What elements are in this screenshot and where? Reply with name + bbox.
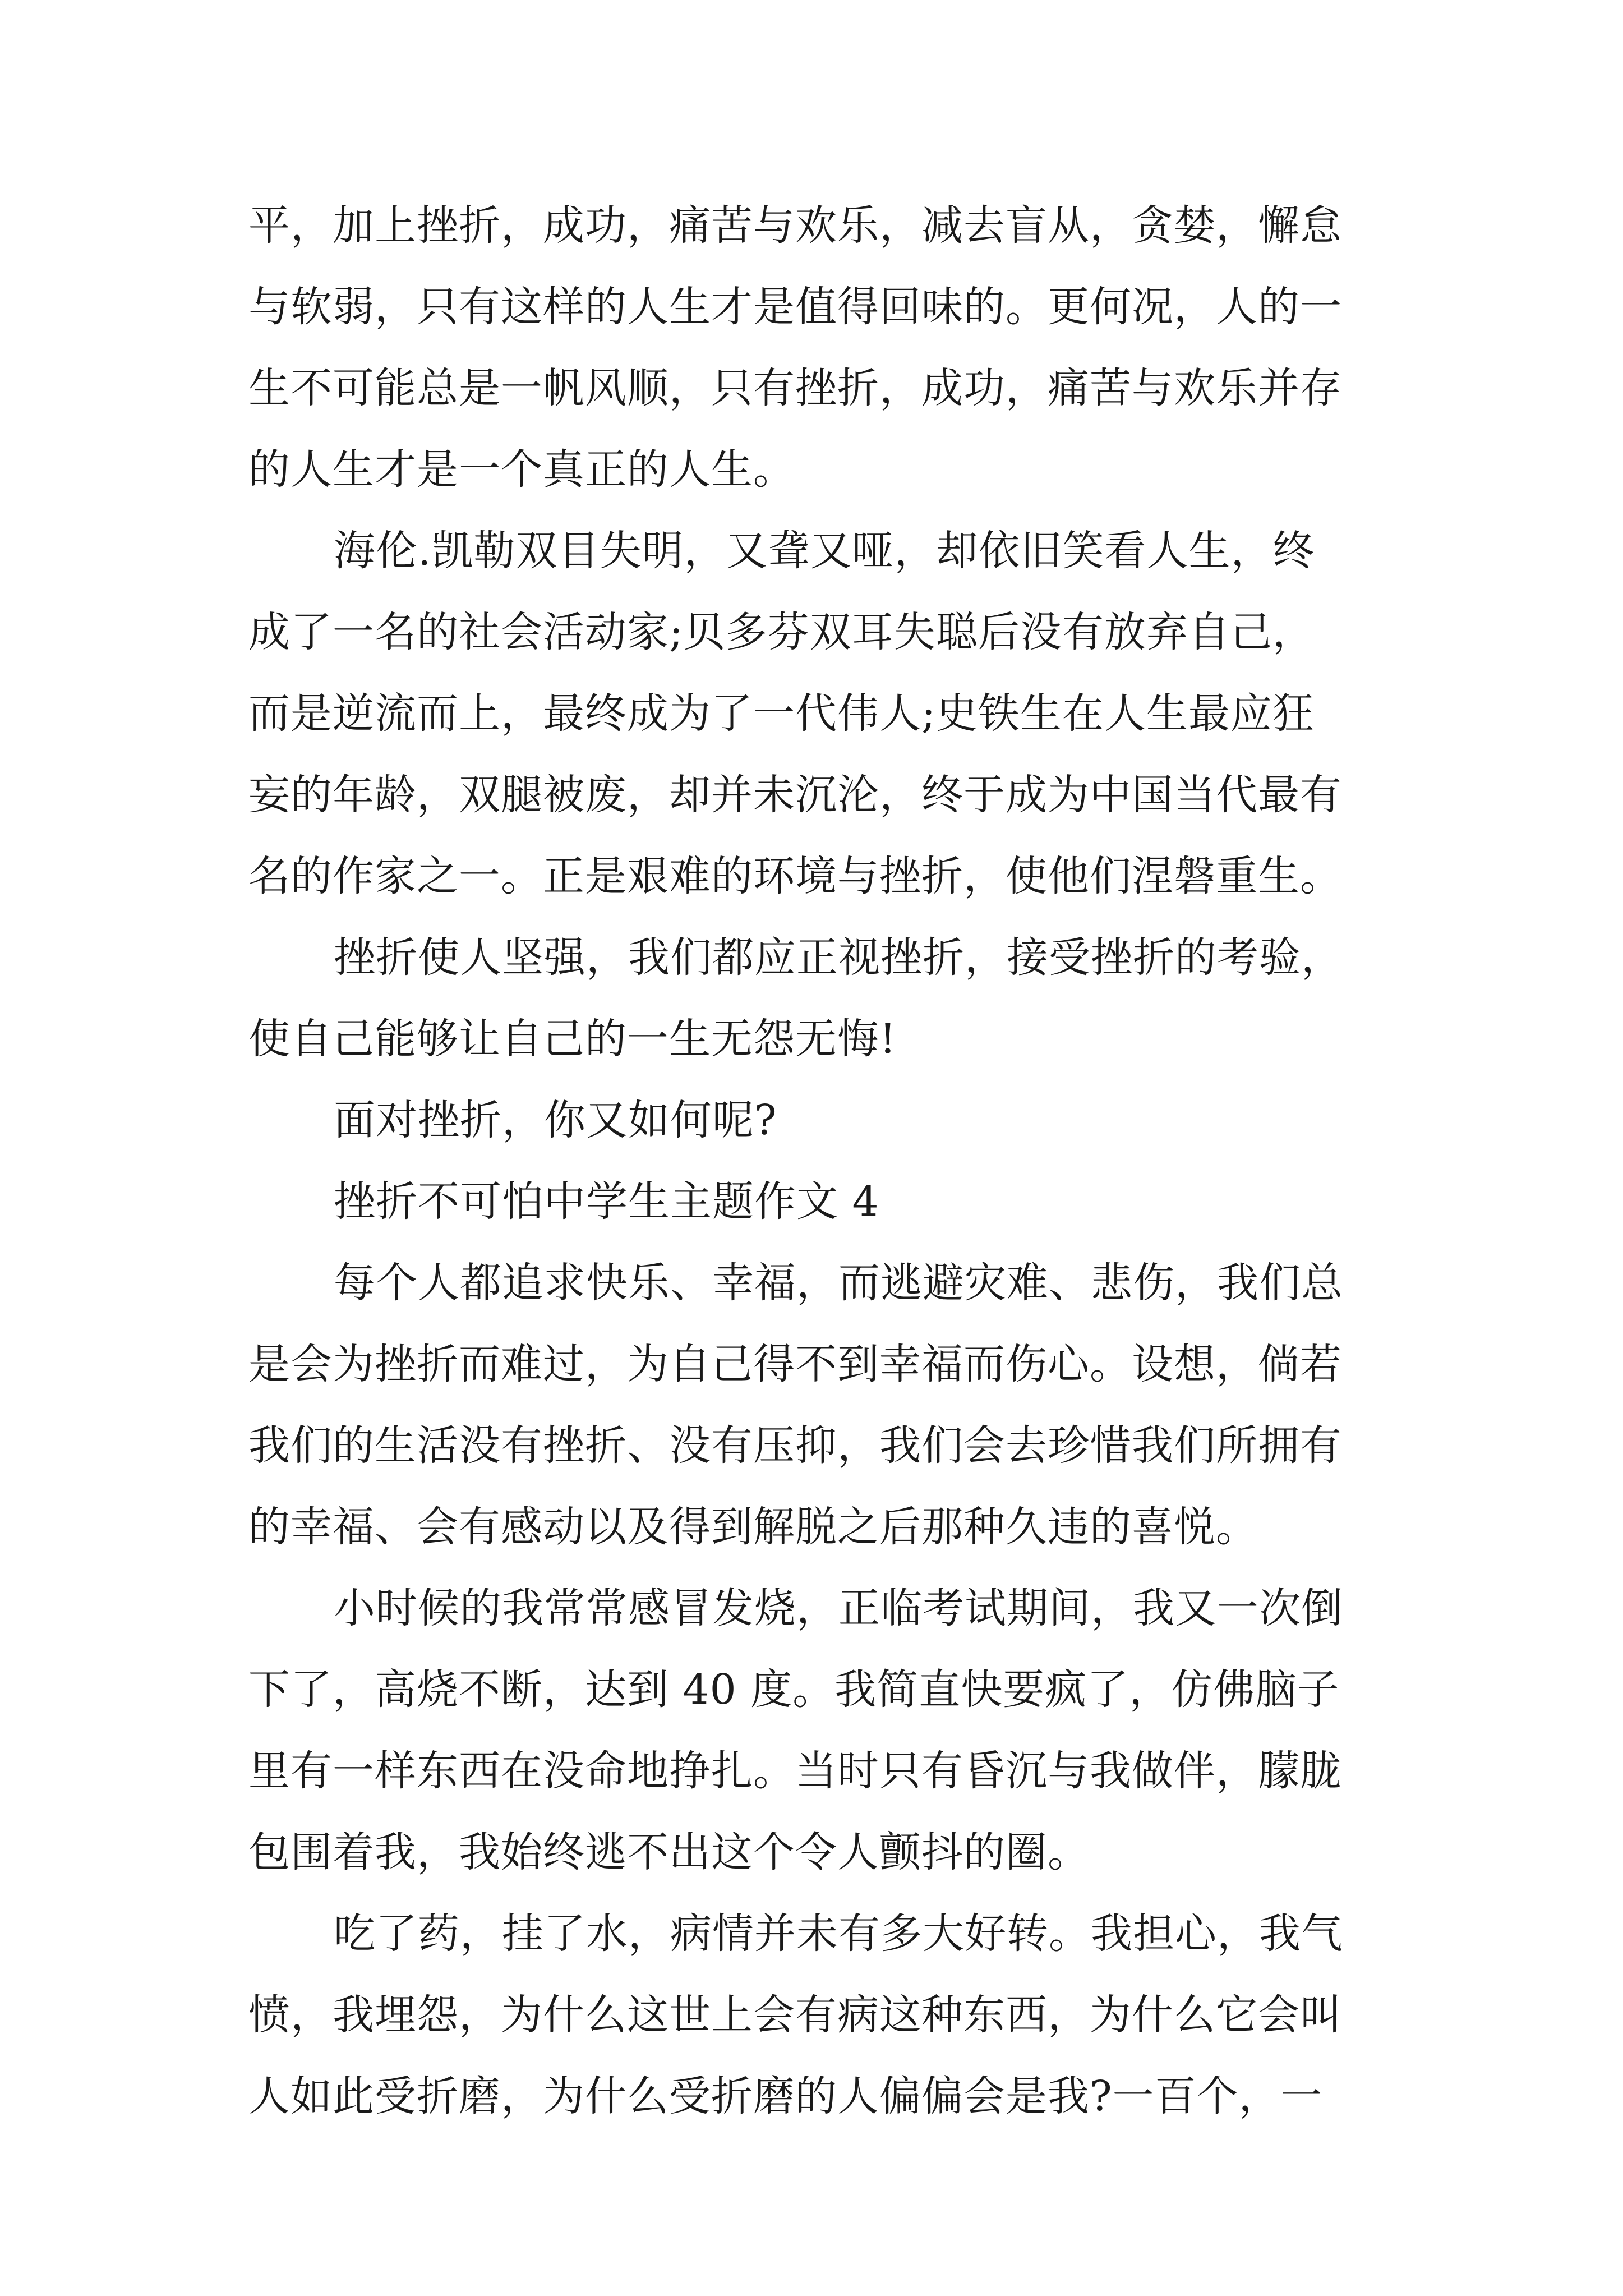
text-line: 名的作家之一。正是艰难的环境与挫折，使他们涅磐重生。 bbox=[248, 852, 1342, 900]
text-line: 面对挫折，你又如何呢? bbox=[334, 1096, 777, 1144]
paragraph-4 bbox=[248, 1080, 1376, 1161]
text-line: 生不可能总是一帆风顺，只有挫折，成功，痛苦与欢乐并存 bbox=[248, 364, 1342, 412]
text-line: 小时候的我常常感冒发烧，正临考试期间，我又一次倒 bbox=[334, 1584, 1343, 1632]
paragraph-1 bbox=[248, 185, 1376, 510]
text-line: 里有一样东西在没命地挣扎。当时只有昏沉与我做伴，朦胧 bbox=[248, 1747, 1342, 1795]
section-heading bbox=[248, 1161, 1376, 1243]
text-line: 挫折使人坚强，我们都应正视挫折，接受挫折的考验， bbox=[334, 933, 1343, 982]
text-line: 挫折不可怕中学生主题作文 4 bbox=[334, 1177, 879, 1226]
text-line: 妄的年龄，双腿被废，却并未沉沦，终于成为中国当代最有 bbox=[248, 771, 1342, 819]
paragraph-6 bbox=[248, 1568, 1376, 1893]
text-line: 每个人都追求快乐、幸福，而逃避灾难、悲伤，我们总 bbox=[334, 1259, 1343, 1307]
text-line: 人如此受折磨，为什么受折磨的人偏偏会是我?一百个，一 bbox=[248, 2072, 1323, 2120]
document-body bbox=[248, 185, 1376, 2137]
text-line: 而是逆流而上，最终成为了一代伟人;史铁生在人生最应狂 bbox=[248, 689, 1315, 738]
text-line: 与软弱，只有这样的人生才是值得回味的。更何况，人的一 bbox=[248, 283, 1342, 331]
text-line: 包围着我，我始终逃不出这个令人颤抖的圈。 bbox=[248, 1828, 1090, 1876]
text-line: 我们的生活没有挫折、没有压抑，我们会去珍惜我们所拥有 bbox=[248, 1421, 1342, 1470]
text-line: 愤，我埋怨，为什么这世上会有病这种东西，为什么它会叫 bbox=[248, 1991, 1342, 2039]
text-line: 是会为挫折而难过，为自己得不到幸福而伤心。设想，倘若 bbox=[248, 1340, 1342, 1388]
text-line: 吃了药，挂了水，病情并未有多大好转。我担心，我气 bbox=[334, 1910, 1343, 1958]
text-line: 的幸福、会有感动以及得到解脱之后那种久违的喜悦。 bbox=[248, 1503, 1258, 1551]
text-line: 成了一名的社会活动家;贝多芬双耳失聪后没有放弃自己， bbox=[248, 608, 1315, 656]
text-line: 的人生才是一个真正的人生。 bbox=[248, 445, 795, 494]
text-line: 平，加上挫折，成功，痛苦与欢乐，减去盲从，贪婪，懈怠 bbox=[248, 201, 1342, 250]
text-line: 使自己能够让自己的一生无怨无悔! bbox=[248, 1015, 897, 1063]
text-line: 海伦.凯勒双目失明，又聋又哑，却依旧笑看人生，终 bbox=[334, 527, 1315, 575]
paragraph-5 bbox=[248, 1243, 1376, 1568]
text-line: 下了，高烧不断，达到 40 度。我简直快要疯了，仿佛脑子 bbox=[248, 1665, 1340, 1714]
paragraph-2 bbox=[248, 510, 1376, 917]
paragraph-7 bbox=[248, 1893, 1376, 2137]
paragraph-3 bbox=[248, 917, 1376, 1080]
